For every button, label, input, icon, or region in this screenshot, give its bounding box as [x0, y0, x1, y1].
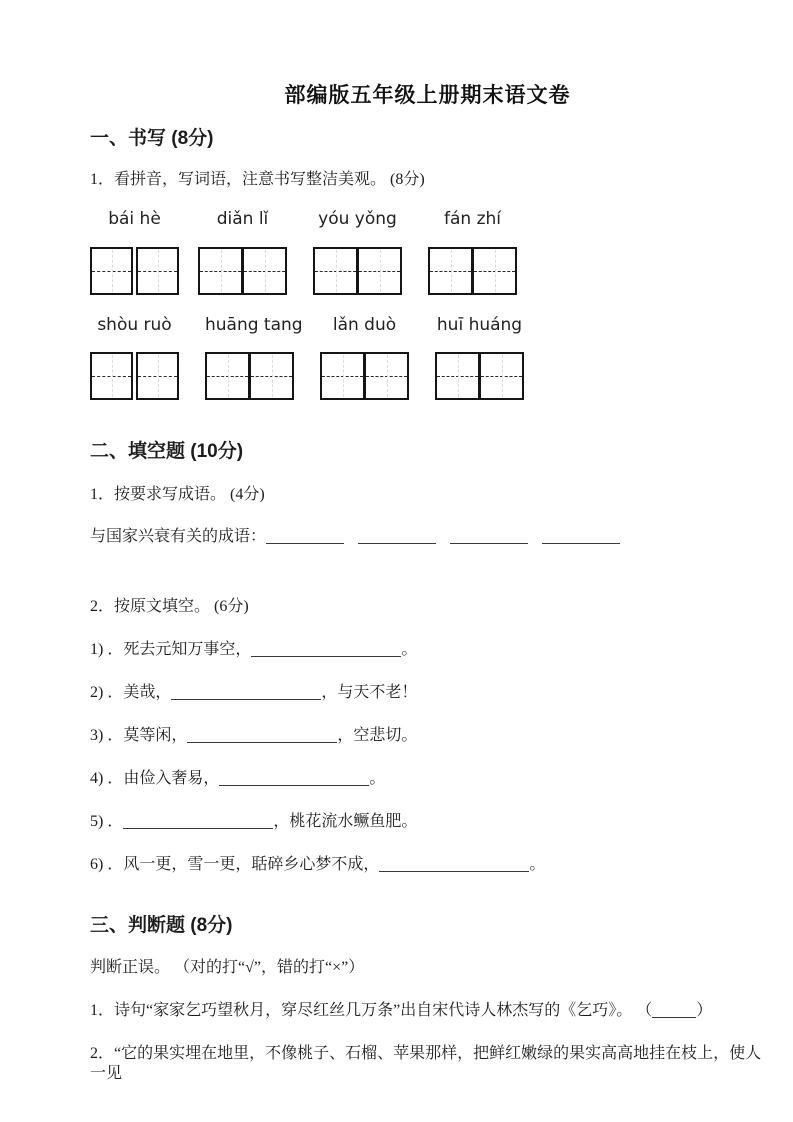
idiom-blank[interactable] [450, 529, 528, 544]
answer-paren-open: （ [636, 1002, 653, 1019]
writing-grid [198, 247, 287, 295]
pinyin-label: yóu yǒng [318, 209, 397, 229]
fill-item-4 [90, 769, 765, 789]
idiom-line [90, 527, 765, 547]
fill-after: ，与天不老！ [321, 684, 418, 701]
fill-before: 莫等闲， [123, 727, 188, 744]
fill-before: 风一更，雪一更，聒碎乡心梦不成， [123, 856, 380, 873]
pinyin-label: fán zhí [443, 209, 501, 229]
idiom-question-text: 1．按要求写成语。 (4分) [90, 486, 265, 503]
fill-item-1 [90, 640, 765, 660]
judge-item-text: 2．“它的果实埋在地里，不像桃子、石榴、苹果那样，把鲜红嫩绿的果实高高地挂在枝上，使人一见 [90, 1045, 762, 1082]
writing-grid-row-2 [90, 352, 765, 400]
fill-item-5 [90, 812, 765, 832]
grid-cell[interactable] [241, 247, 287, 295]
fill-item-6 [90, 855, 765, 875]
grid-cell[interactable] [136, 247, 179, 295]
fill-blank[interactable] [187, 728, 337, 743]
section-heading-writing: 一、书写 (8分) [90, 128, 214, 149]
writing-grid [90, 247, 179, 295]
writing-question-text: 1．看拼音，写词语，注意书写整洁美观。 (8分) [90, 171, 425, 188]
grid-cell[interactable] [435, 352, 478, 400]
fill-prefix: 1) ． [90, 641, 124, 658]
fill-blank[interactable] [251, 642, 401, 657]
fill-before: 由俭入奢易， [123, 770, 220, 787]
judge-item-2 [90, 1044, 765, 1084]
pinyin-row-2 [90, 315, 765, 335]
section-heading-fill: 二、填空题 (10分) [90, 441, 244, 462]
writing-grid [313, 247, 402, 295]
grid-cell[interactable] [248, 352, 294, 400]
page-title: 部编版五年级上册期末语文卷 [284, 84, 571, 107]
answer-paren-close: ） [696, 1002, 713, 1019]
grid-cell[interactable] [363, 352, 409, 400]
pinyin-label: bái hè [108, 209, 161, 229]
fill-prefix: 5) ． [90, 813, 124, 830]
fill-item-3 [90, 726, 765, 746]
idiom-blank[interactable] [266, 529, 344, 544]
judge-item-1 [90, 1001, 765, 1021]
grid-cell[interactable] [471, 247, 517, 295]
pinyin-label: huāng tang [205, 315, 303, 335]
fill-before: 美哉， [123, 684, 172, 701]
fill-after: 。 [529, 856, 546, 873]
fill-after: 。 [401, 641, 418, 658]
grid-cell[interactable] [205, 352, 248, 400]
fill-after: ，桃花流水鳜鱼肥。 [273, 813, 418, 830]
pinyin-label: shòu ruò [97, 315, 172, 335]
grid-cell[interactable] [90, 352, 133, 400]
writing-grid [320, 352, 409, 400]
fill-after: ，空悲切。 [337, 727, 418, 744]
grid-cell[interactable] [136, 352, 179, 400]
fill-blank[interactable] [379, 857, 529, 872]
grid-cell[interactable] [356, 247, 402, 295]
pinyin-label: diǎn lǐ [216, 209, 269, 229]
recite-question-text: 2．按原文填空。 (6分) [90, 598, 249, 615]
fill-prefix: 6) ． [90, 856, 124, 873]
writing-grid [435, 352, 524, 400]
idiom-blank[interactable] [542, 529, 620, 544]
writing-grid [428, 247, 517, 295]
judge-item-text: 1．诗句“家家乞巧望秋月，穿尽红丝几万条”出自宋代诗人林杰写的《乞巧》。 [90, 1002, 637, 1019]
fill-after: 。 [369, 770, 386, 787]
pinyin-row-1 [90, 209, 765, 229]
grid-cell[interactable] [313, 247, 356, 295]
fill-blank[interactable] [171, 685, 321, 700]
writing-grid [90, 352, 179, 400]
grid-cell[interactable] [478, 352, 524, 400]
pinyin-label: lǎn duò [332, 315, 397, 335]
judge-instruction: 判断正误。 （对的打“√”，错的打“×”） [90, 959, 365, 976]
fill-before: 死去元知万事空， [123, 641, 252, 658]
idiom-blank[interactable] [358, 529, 436, 544]
pinyin-label: huī huáng [436, 315, 523, 335]
fill-item-2 [90, 683, 765, 703]
grid-cell[interactable] [198, 247, 241, 295]
fill-prefix: 4) ． [90, 770, 124, 787]
fill-blank[interactable] [123, 814, 273, 829]
writing-grid [205, 352, 294, 400]
fill-prefix: 3) ． [90, 727, 124, 744]
grid-cell[interactable] [428, 247, 471, 295]
fill-blank[interactable] [219, 771, 369, 786]
grid-cell[interactable] [90, 247, 133, 295]
section-heading-judge: 三、判断题 (8分) [90, 915, 233, 936]
writing-grid-row-1 [90, 247, 765, 295]
answer-blank[interactable] [652, 1003, 696, 1018]
grid-cell[interactable] [320, 352, 363, 400]
fill-prefix: 2) ． [90, 684, 124, 701]
idiom-prompt: 与国家兴衰有关的成语： [90, 528, 267, 545]
